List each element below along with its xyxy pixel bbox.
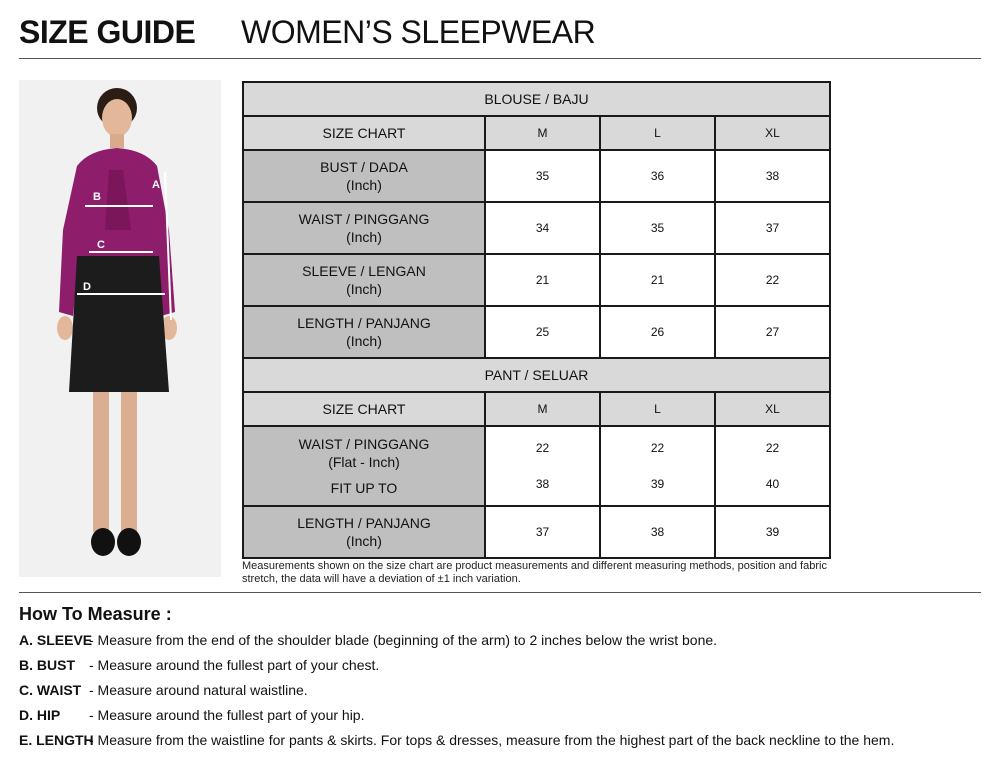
bust-l: 36 (600, 150, 715, 202)
photo-label-a: A (152, 179, 160, 191)
blouse-size-chart-header: SIZE CHART (243, 116, 485, 150)
model-photo (19, 80, 221, 577)
size-chart-table (242, 81, 831, 559)
measure-key: D. HIP (19, 707, 61, 723)
measure-text: - Measure from the waistline for pants & skirts. For tops & dresses, measure from the highest part of the back neckline to the hem. (89, 732, 895, 748)
measure-item-hip (19, 707, 364, 723)
pant-waist-m: 22 (535, 441, 550, 455)
length-xl: 27 (715, 306, 830, 358)
pant-waist-unit: (Flat - Inch) (328, 454, 400, 470)
pant-length-unit: (Inch) (346, 533, 382, 549)
pant-fit-xl: 40 (765, 477, 780, 491)
pant-waist-l: 22 (650, 441, 665, 455)
table-row (243, 254, 830, 306)
waist-m: 34 (485, 202, 600, 254)
pant-size-m: M (485, 392, 600, 426)
measure-item-length (19, 732, 894, 748)
pant-waist-m-cell (485, 426, 600, 506)
measure-key: C. WAIST (19, 682, 82, 698)
measure-key: B. BUST (19, 657, 75, 673)
pant-section-title: PANT / SELUAR (243, 358, 830, 392)
pant-length-label: LENGTH / PANJANG (297, 515, 431, 531)
how-to-measure-title: How To Measure : (19, 604, 172, 624)
measurement-disclaimer: Measurements shown on the size chart are product measurements and different measuring methods, position and fabric stretch, the data will have a deviation of ±1 inch variation. (242, 560, 827, 585)
waist-l: 35 (600, 202, 715, 254)
pant-length-l: 38 (600, 506, 715, 558)
sleeve-l: 21 (600, 254, 715, 306)
table-row (243, 506, 830, 558)
bust-unit: (Inch) (346, 177, 382, 193)
measure-key: E. LENGTH (19, 732, 94, 748)
section-divider (19, 592, 981, 593)
page-title: SIZE GUIDE (19, 14, 196, 50)
measure-text: - Measure around the fullest part of your hip. (89, 707, 365, 723)
measure-key: A. SLEEVE (19, 632, 93, 648)
fit-up-to-label: FIT UP TO (330, 480, 398, 496)
photo-label-c: C (97, 239, 105, 251)
pant-fit-m: 38 (535, 477, 550, 491)
pant-waist-label: WAIST / PINGGANG (298, 436, 430, 452)
sleeve-label: SLEEVE / LENGAN (302, 263, 426, 279)
waist-label: WAIST / PINGGANG (298, 211, 430, 227)
sleeve-unit: (Inch) (346, 281, 382, 297)
page-subtitle: WOMEN’S SLEEPWEAR (241, 14, 596, 50)
table-row (243, 150, 830, 202)
pant-waist-xl-cell (715, 426, 830, 506)
pant-length-label-cell (243, 506, 485, 558)
length-label: LENGTH / PANJANG (297, 315, 431, 331)
waist-label-cell (243, 202, 485, 254)
blouse-size-m: M (485, 116, 600, 150)
length-m: 25 (485, 306, 600, 358)
sleeve-xl: 22 (715, 254, 830, 306)
blouse-section-title: BLOUSE / BAJU (243, 82, 830, 116)
measure-item-bust (19, 657, 379, 673)
pant-fit-l: 39 (650, 477, 665, 491)
pant-size-l: L (600, 392, 715, 426)
pant-waist-label-cell (243, 426, 485, 506)
measure-text: - Measure from the end of the shoulder blade (beginning of the arm) to 2 inches below the wrist bone. (89, 632, 718, 648)
photo-label-b: B (93, 191, 101, 203)
length-unit: (Inch) (346, 333, 382, 349)
header-divider (19, 58, 981, 59)
pant-length-m: 37 (485, 506, 600, 558)
measure-text: - Measure around the fullest part of your chest. (89, 657, 380, 673)
length-l: 26 (600, 306, 715, 358)
blouse-size-l: L (600, 116, 715, 150)
table-row (243, 306, 830, 358)
bust-xl: 38 (715, 150, 830, 202)
waist-xl: 37 (715, 202, 830, 254)
measure-item-waist (19, 682, 308, 698)
table-row (243, 202, 830, 254)
pant-length-xl: 39 (715, 506, 830, 558)
pant-waist-xl: 22 (765, 441, 780, 455)
blouse-size-xl: XL (715, 116, 830, 150)
sleeve-m: 21 (485, 254, 600, 306)
waist-unit: (Inch) (346, 229, 382, 245)
measure-item-sleeve (19, 632, 717, 648)
photo-label-d: D (83, 281, 91, 293)
bust-m: 35 (485, 150, 600, 202)
length-label-cell (243, 306, 485, 358)
measure-text: - Measure around natural waistline. (89, 682, 308, 698)
pant-size-xl: XL (715, 392, 830, 426)
bust-label-cell (243, 150, 485, 202)
bust-label: BUST / DADA (320, 159, 408, 175)
pant-size-chart-header: SIZE CHART (243, 392, 485, 426)
sleeve-label-cell (243, 254, 485, 306)
pant-waist-l-cell (600, 426, 715, 506)
table-row (243, 426, 830, 506)
